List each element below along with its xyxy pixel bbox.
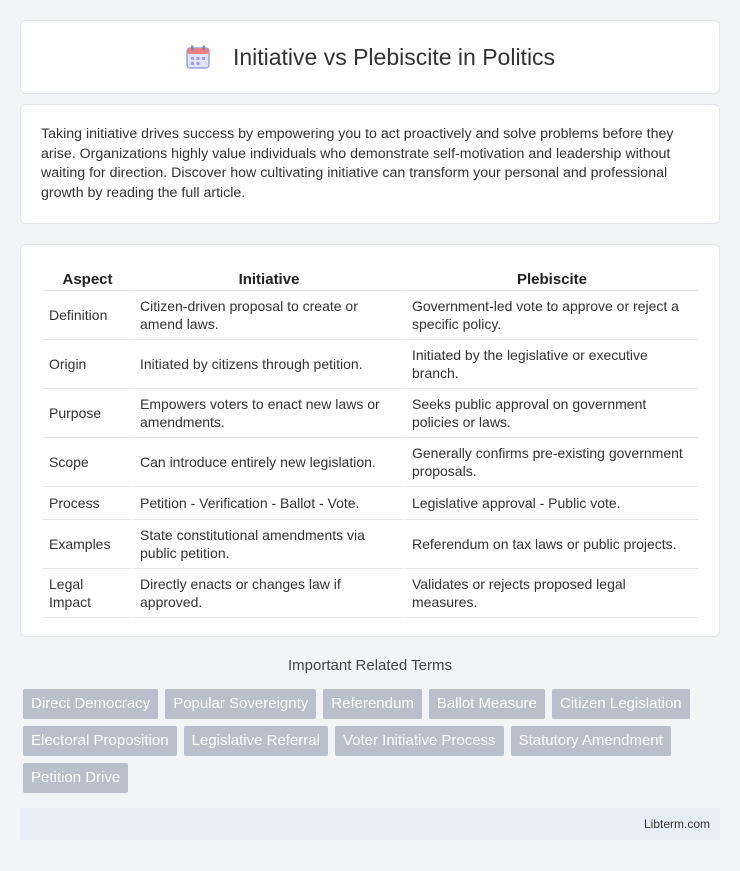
tag-ballot-measure[interactable]: Ballot Measure	[429, 689, 545, 719]
table-row	[43, 340, 698, 389]
cell-plebiscite: Government-led vote to approve or reject a specific policy.	[404, 291, 698, 340]
cell-plebiscite: Generally confirms pre-existing government proposals.	[404, 438, 698, 487]
tag-electoral-proposition[interactable]: Electoral Proposition	[23, 726, 177, 756]
header-plebiscite: Plebiscite	[404, 265, 698, 291]
table-row	[43, 520, 698, 569]
tag-citizen-legislation[interactable]: Citizen Legislation	[552, 689, 690, 719]
cell-initiative: Citizen-driven proposal to create or amend laws.	[132, 291, 404, 340]
cell-aspect: Legal Impact	[43, 569, 132, 618]
cell-initiative: Petition - Verification - Ballot - Vote.	[132, 487, 404, 520]
tag-legislative-referral[interactable]: Legislative Referral	[184, 726, 328, 756]
footer	[20, 808, 720, 840]
header-aspect: Aspect	[43, 265, 132, 291]
tag-direct-democracy[interactable]: Direct Democracy	[23, 689, 158, 719]
tag-voter-initiative-process[interactable]: Voter Initiative Process	[335, 726, 504, 756]
table-row	[43, 389, 698, 438]
related-terms-list	[23, 689, 703, 793]
table-row	[43, 487, 698, 520]
table-row	[43, 291, 698, 340]
cell-initiative: Empowers voters to enact new laws or amendments.	[132, 389, 404, 438]
intro-card	[20, 104, 720, 224]
cell-plebiscite: Initiated by the legislative or executive branch.	[404, 340, 698, 389]
table-row	[43, 569, 698, 618]
cell-aspect: Purpose	[43, 389, 132, 438]
cell-plebiscite: Seeks public approval on government policies or laws.	[404, 389, 698, 438]
cell-plebiscite: Referendum on tax laws or public projects.	[404, 520, 698, 569]
table-header-row	[43, 265, 698, 291]
tag-referendum[interactable]: Referendum	[323, 689, 422, 719]
cell-aspect: Examples	[43, 520, 132, 569]
footer-site-link[interactable]: Libterm.com	[643, 817, 710, 831]
intro-text: Taking initiative drives success by empowering you to act proactively and solve problems before they arise. Organizations highly value individuals who demonstrate self-motivation and leadership without waiting for direction. Discover how cultivating initiative can transform your personal and professional growth by reading the full article.	[41, 126, 674, 201]
cell-aspect: Definition	[43, 291, 132, 340]
table-row	[43, 438, 698, 487]
cell-plebiscite: Validates or rejects proposed legal measures.	[404, 569, 698, 618]
cell-initiative: State constitutional amendments via public petition.	[132, 520, 404, 569]
tag-petition-drive[interactable]: Petition Drive	[23, 763, 128, 793]
calendar-icon	[185, 44, 211, 70]
comparison-table	[43, 265, 698, 618]
comparison-card	[20, 244, 720, 637]
tag-statutory-amendment[interactable]: Statutory Amendment	[511, 726, 671, 756]
tag-popular-sovereignty[interactable]: Popular Sovereignty	[165, 689, 316, 719]
title-card	[20, 20, 720, 94]
page-title: Initiative vs Plebiscite in Politics	[232, 43, 556, 70]
related-terms-heading: Important Related Terms	[288, 657, 452, 674]
header-initiative: Initiative	[132, 265, 404, 291]
cell-aspect: Origin	[43, 340, 132, 389]
cell-aspect: Scope	[43, 438, 132, 487]
cell-plebiscite: Legislative approval - Public vote.	[404, 487, 698, 520]
cell-aspect: Process	[43, 487, 132, 520]
cell-initiative: Can introduce entirely new legislation.	[132, 438, 404, 487]
cell-initiative: Initiated by citizens through petition.	[132, 340, 404, 389]
cell-initiative: Directly enacts or changes law if approved.	[132, 569, 404, 618]
